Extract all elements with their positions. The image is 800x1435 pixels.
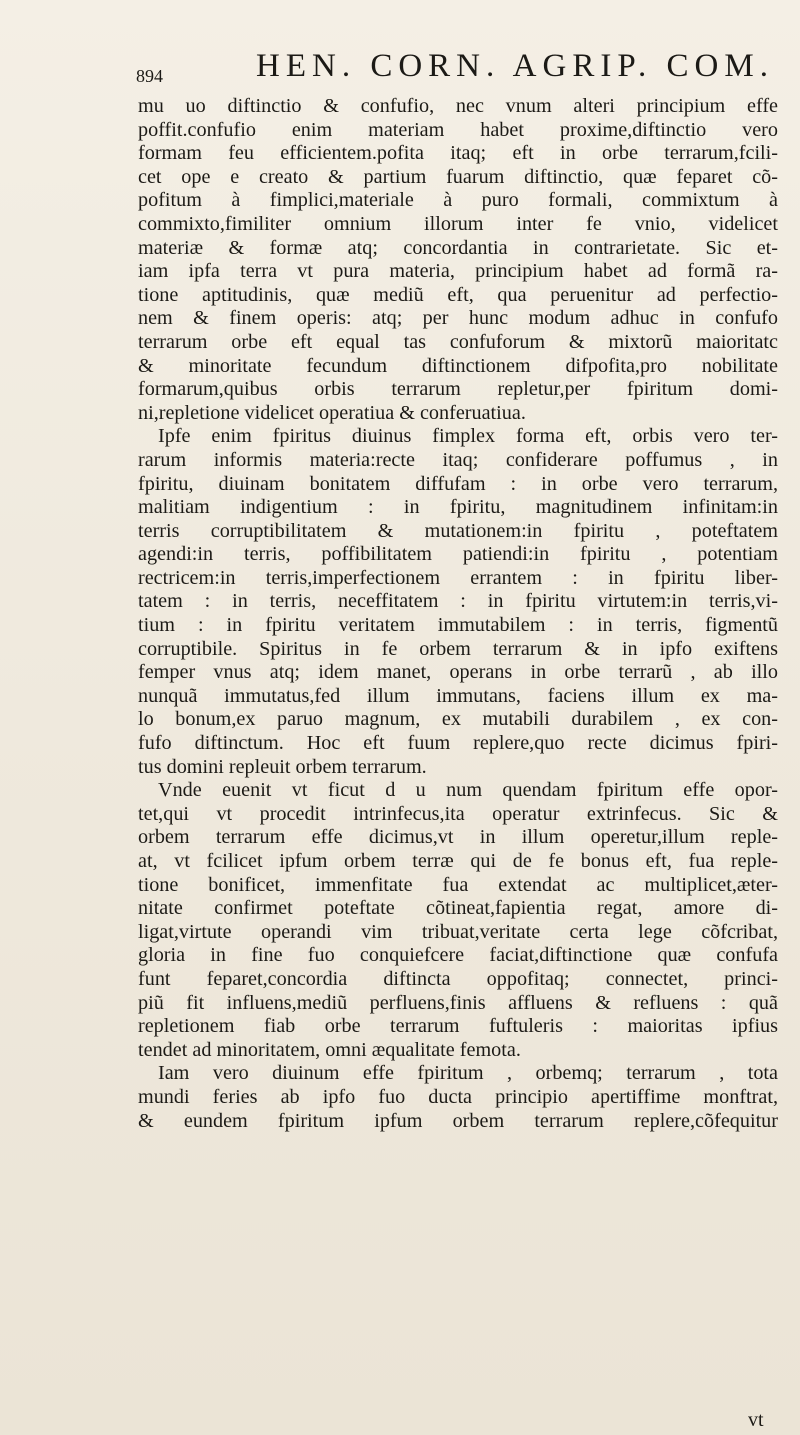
text-line: ligat,virtute operandi vim tribuat,veritate certa lege cõfcribat,	[138, 920, 778, 943]
text-line: tatem : in terris, neceffitatem : in fpiritu virtutem:in terris,vi-	[138, 590, 778, 613]
text-line: Ipfe enim fpiritus diuinus fimplex forma eft, orbis vero ter-	[158, 425, 778, 448]
text-line: & minoritate fecundum diftinctionem difpofita,pro nobilitate	[138, 354, 778, 377]
text-line: tione aptitudinis, quæ mediũ eft, qua peruenitur ad perfectio-	[138, 283, 778, 306]
page-header	[136, 44, 776, 94]
text-line: terris corruptibilitatem & mutationem:in fpiritu , poteftatem	[138, 519, 778, 542]
text-line: tium : in fpiritu veritatem immutabilem : in terris, figmentũ	[138, 614, 778, 637]
text-line: rarum informis materia:recte itaq; confiderare poffumus , in	[138, 448, 778, 471]
text-line: orbem terrarum effe dicimus,vt in illum operetur,illum reple-	[138, 826, 778, 849]
text-line: formarum,quibus orbis terrarum repletur,per fpiritum domi-	[138, 378, 778, 401]
text-line: malitiam indigentium : in fpiritu, magnitudinem infinitam:in	[138, 496, 778, 519]
text-line: femper vnus atq; idem manet, operans in orbe terrarũ , ab illo	[138, 661, 778, 684]
running-head: HEN. CORN. AGRIP. COM.	[256, 48, 774, 84]
text-line: corruptibile. Spiritus in fe orbem terrarum & in ipfo exiftens	[138, 637, 778, 660]
text-line: tus domini repleuit orbem terrarum.	[138, 755, 427, 778]
text-line: agendi:in terris, poffibilitatem patiendi:in fpiritu , potentiam	[138, 543, 778, 566]
text-line: funt feparet,concordia diftincta oppofitaq; connectet, princi-	[138, 967, 778, 990]
page-number: 894	[136, 66, 163, 86]
text-line: nitate confirmet poteftate cõtineat,fapientia regat, amore di-	[138, 897, 778, 920]
text-line: ni,repletione videlicet operatiua & conferuatiua.	[138, 401, 526, 424]
text-line: Iam vero diuinum effe fpiritum , orbemq; terrarum , tota	[158, 1062, 778, 1085]
text-line: repletionem fiab orbe terrarum fuftuleris : maioritas ipfius	[138, 1015, 778, 1038]
text-line: poffit.confufio enim materiam habet proxime,diftinctio vero	[138, 118, 778, 141]
text-line: nem & finem operis: atq; per hunc modum adhuc in confufo	[138, 307, 778, 330]
text-line: tione bonificet, immenfitate fua extendat ac multiplicet,æter-	[138, 873, 778, 896]
text-line: materiæ & formæ atq; concordantia in contrarietate. Sic et-	[138, 236, 778, 259]
catchword: vt	[748, 1409, 764, 1431]
text-line: gloria in fine fuo conquiefcere faciat,diftinctione quæ confufa	[138, 944, 778, 967]
text-line: tet,qui vt procedit intrinfecus,ita operatur extrinfecus. Sic &	[138, 802, 778, 825]
text-line: cet ope e creato & partium fuarum diftinctio, quæ feparet cõ-	[138, 165, 778, 188]
text-line: tendet ad minoritatem, omni æqualitate femota.	[138, 1038, 521, 1061]
text-line: fufo diftinctum. Hoc eft fuum replere,quo recte dicimus fpiri-	[138, 732, 778, 755]
text-line: mu uo diftinctio & confufio, nec vnum alteri principium effe	[138, 95, 778, 117]
text-line: mundi feries ab ipfo fuo ducta principio apertiffime monftrat,	[138, 1085, 778, 1108]
text-line: Vnde euenit vt ficut d u num quendam fpiritum effe opor-	[158, 779, 778, 802]
text-line: nunquã immutatus,fed illum immutans, faciens illum ex ma-	[138, 684, 778, 707]
text-line: lo bonum,ex paruo magnum, ex mutabili durabilem , ex con-	[138, 708, 778, 731]
text-line: commixto,fimiliter omnium illorum inter fe vnio, videlicet	[138, 212, 778, 235]
body-text	[138, 95, 778, 1133]
text-line: iam ipfa terra vt pura materia, principium habet ad formã ra-	[138, 260, 778, 283]
text-line: rectricem:in terris,imperfectionem errantem : in fpiritu liber-	[138, 566, 778, 589]
text-line: & eundem fpiritum ipfum orbem terrarum replere,cõfequitur	[138, 1109, 778, 1132]
text-line: piũ fit influens,mediũ perfluens,finis affluens & refluens : quã	[138, 991, 778, 1014]
text-line: terrarum orbe eft equal tas confuforum & mixtorũ maioritatc	[138, 330, 778, 353]
text-line: fpiritu, diuinam bonitatem diffufam : in orbe vero terrarum,	[138, 472, 778, 495]
text-line: pofitum à fimplici,materiale à puro formali, commixtum à	[138, 189, 778, 212]
text-line: at, vt fcilicet ipfum orbem terræ qui de fe bonus eft, fua reple-	[138, 850, 778, 872]
text-line: formam feu efficientem.pofita itaq; eft in orbe terrarum,fcili-	[138, 142, 778, 165]
